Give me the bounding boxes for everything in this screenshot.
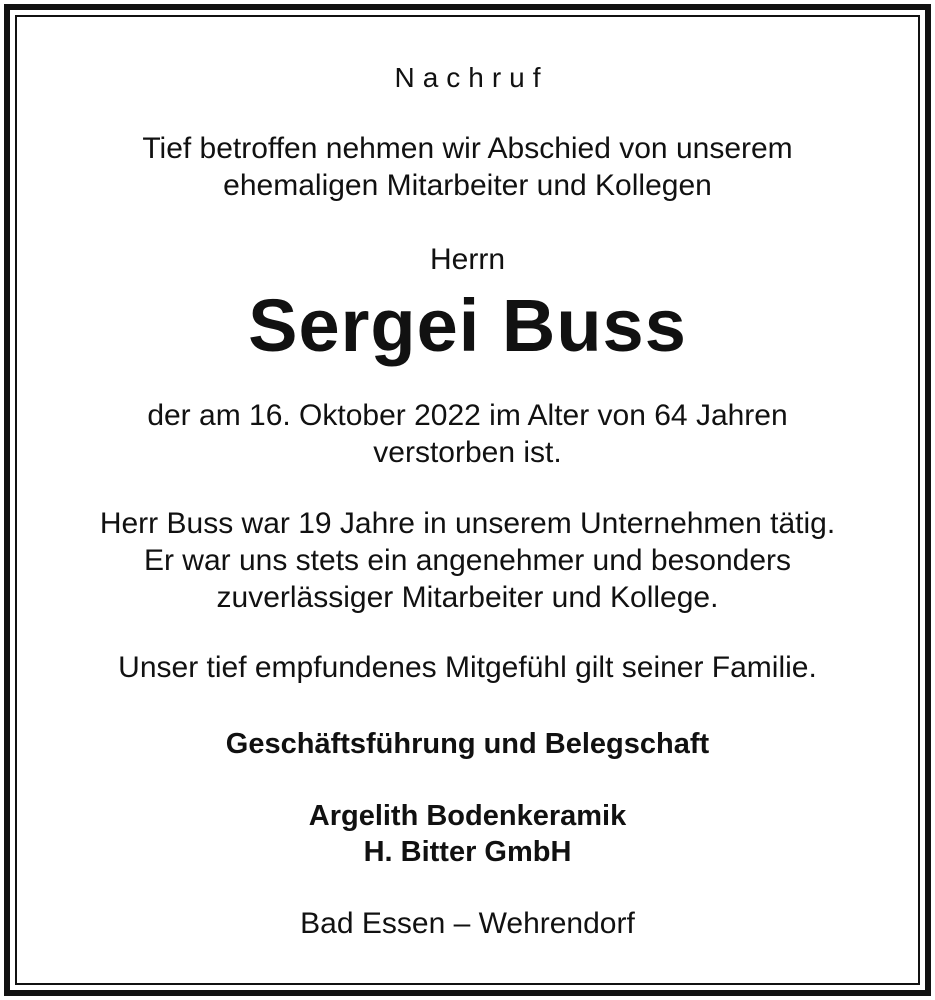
signatories: Geschäftsführung und Belegschaft: [225, 728, 710, 760]
tribute-line-1: Herr Buss war 19 Jahre in unserem Unternehmen tätig.: [99, 507, 836, 540]
salutation: Herrn: [429, 243, 505, 276]
intro-line-1: Tief betroffen nehmen wir Abschied von unserem: [142, 132, 793, 165]
condolence: Unser tief empfundenes Mitgefühl gilt seiner Familie.: [118, 651, 817, 684]
intro-line-2: ehemaligen Mitarbeiter und Kollegen: [223, 169, 712, 202]
location: Bad Essen – Wehrendorf: [300, 907, 635, 940]
company-line-2: H. Bitter GmbH: [363, 836, 572, 868]
tribute-line-3: zuverlässiger Mitarbeiter und Kollege.: [216, 581, 719, 614]
deceased-name: Sergei Buss: [248, 284, 687, 367]
company-line-1: Argelith Bodenkeramik: [308, 800, 627, 832]
death-line-1: der am 16. Oktober 2022 im Alter von 64 Jahren: [147, 399, 788, 432]
obituary-heading: Nachruf: [394, 62, 549, 93]
death-line-2: verstorben ist.: [373, 436, 562, 469]
tribute-line-2: Er war uns stets ein angenehmer und besonders: [143, 544, 792, 577]
